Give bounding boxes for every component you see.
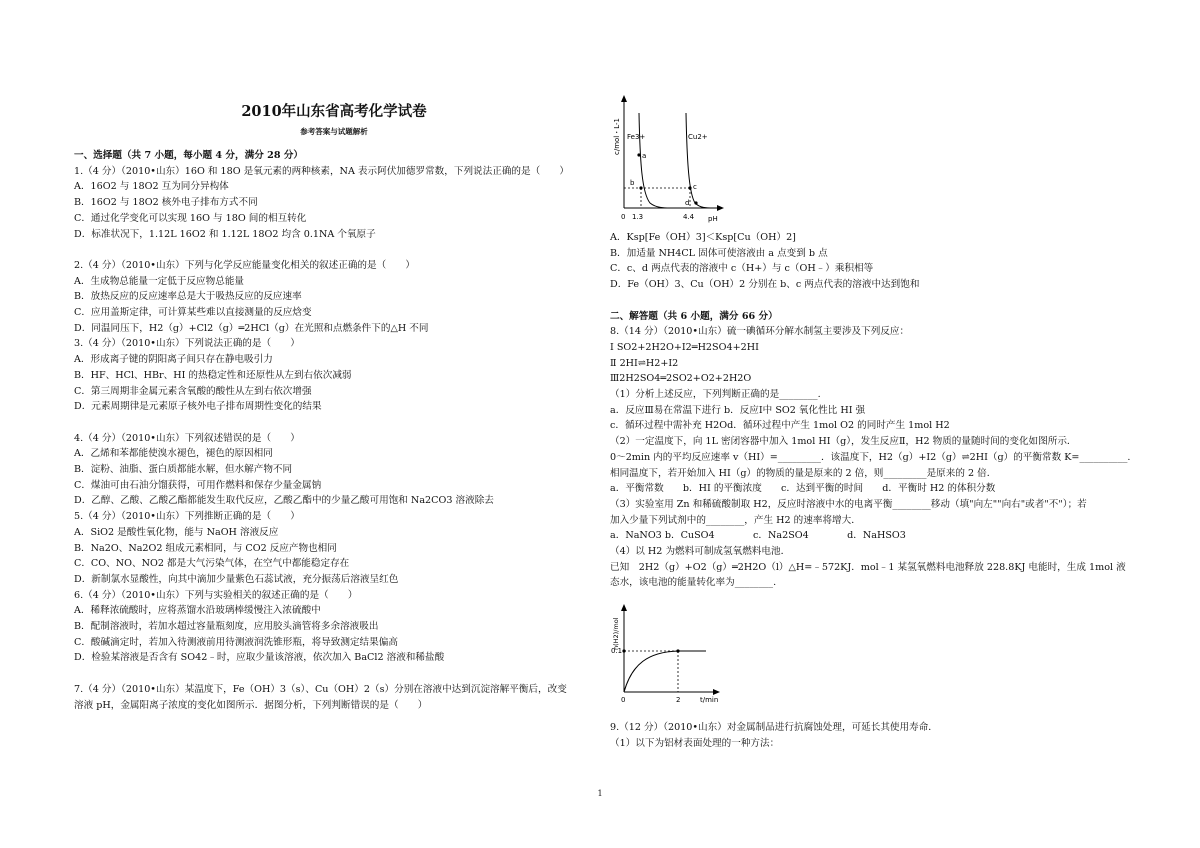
page-number: 1 <box>597 789 603 798</box>
question-line: 2.（4 分）（2010•山东）下列与化学反应能量变化相关的叙述正确的是（ ） <box>74 259 415 271</box>
question-line: Ⅰ SO2+2H2O+I2═H2SO4+2HI <box>610 341 759 353</box>
question-line: A．SiO2 是酸性氧化物，能与 NaOH 溶液反应 <box>74 526 279 538</box>
question-line: 9.（12 分）（2010•山东）对金属制品进行抗腐蚀处理，可延长其使用寿命． <box>610 722 938 733</box>
figure2-y-tick: 0.1 <box>611 647 623 655</box>
question-line: C．第三周期非金属元素含氧酸的酸性从左到右依次增强 <box>74 385 312 397</box>
question-line: 4.（4 分）（2010•山东）下列叙述错误的是（ ） <box>74 432 300 444</box>
figure-h2-time <box>610 602 730 706</box>
question-line: D．检验某溶液是否含有 SO42﹣时，应取少量该溶液，依次加入 BaCl2 溶液和稀盐酸 <box>74 652 445 664</box>
question-line: 6.（4 分）（2010•山东）下列与实验相关的叙述正确的是（ ） <box>74 589 358 601</box>
question-line: Ⅱ 2HI⇌H2+I2 <box>610 357 679 369</box>
question-line: B．放热反应的反应速率总是大于吸热反应的反应速率 <box>74 291 302 303</box>
figure2-x-tick-0: 0 <box>621 696 626 704</box>
figure1-xlabel: pH <box>708 215 718 223</box>
question-line: A．形成离子键的阴阳离子间只存在静电吸引力 <box>74 354 273 366</box>
question-line: B．16O2 与 18O2 核外电子排布方式不同 <box>74 197 258 209</box>
question-line: C．CO、NO、NO2 都是大气污染气体，在空气中都能稳定存在 <box>74 558 350 570</box>
question-line: （2）一定温度下，向 1L 密闭容器中加入 1mol HI（g），发生反应Ⅱ，H2 物质的量随时间的变化如图所示． <box>610 436 1077 448</box>
question-line: D．同温同压下，H2（g）+Cl2（g）═2HCl（g）在光照和点燃条件下的△H 不同 <box>74 322 429 334</box>
page-title: 2010年山东省高考化学试卷 <box>241 103 427 120</box>
question-line: a．反应Ⅲ易在常温下进行 b．反应Ⅰ中 SO2 氧化性比 HI 强 <box>610 404 866 416</box>
question-line: C．煤油可由石油分馏获得，可用作燃料和保存少量金属钠 <box>74 479 322 491</box>
question-line: （1）以下为铝材表面处理的一种方法： <box>610 737 780 749</box>
figure1-ylabel: c/mol・L-1 <box>613 117 621 155</box>
section-heading: 一、选择题（共 7 小题，每小题 4 分，满分 28 分） <box>74 150 304 161</box>
figure1-x-tick-1: 1.3 <box>632 213 644 221</box>
figure1-fe-curve <box>639 113 670 208</box>
question-line: B．加适量 NH4CL 固体可使溶液由 a 点变到 b 点 <box>610 247 828 259</box>
question-line: 3.（4 分）（2010•山东）下列说法正确的是（ ） <box>74 338 300 350</box>
question-line: a．NaNO3 b．CuSO4 c．Na2SO4 d．NaHSO3 <box>610 530 906 542</box>
figure2-ylabel: n(H2)/mol <box>612 617 620 650</box>
figure1-point-b: b <box>630 179 635 187</box>
figure1-point-c: c <box>693 183 697 191</box>
question-line: C．c、d 两点代表的溶液中 c（H+）与 c（OH﹣）乘积相等 <box>610 263 874 275</box>
figure2-curve <box>624 651 706 692</box>
question-line: （4）以 H2 为燃料可制成氢氧燃料电池． <box>610 546 791 557</box>
question-line: A．稀释浓硫酸时，应将蒸馏水沿玻璃棒缓慢注入浓硫酸中 <box>74 605 321 617</box>
question-line: 1.（4 分）（2010•山东）16O 和 18O 是氧元素的两种核素，NA 表示阿伏加德罗常数，下列说法正确的是（ ） <box>74 165 569 177</box>
question-line: C．通过化学变化可以实现 16O 与 18O 间的相互转化 <box>74 212 307 224</box>
figure1-point-a: a <box>642 152 647 160</box>
section-heading: 二、解答题（共 6 小题，满分 66 分） <box>610 310 778 322</box>
question-line: （3）实验室用 Zn 和稀硫酸制取 H2，反应时溶液中水的电离平衡________移动（填"向左""向右"或者"不"）；若 <box>610 498 1087 510</box>
question-line: D．乙醇、乙酸、乙酸乙酯都能发生取代反应，乙酸乙酯中的少量乙酸可用饱和 Na2CO3 溶液除去 <box>74 495 494 507</box>
question-line: 5.（4 分）（2010•山东）下列推断正确的是（ ） <box>74 511 300 523</box>
question-line: 相同温度下，若开始加入 HI（g）的物质的量是原来的 2 倍，则_________是原来的 2 倍． <box>610 467 997 479</box>
question-line: 溶液 pH，金属阳离子浓度的变化如图所示．据图分析，下列判断错误的是（ ） <box>74 699 428 711</box>
figure1-cu-label: Cu2+ <box>688 133 708 141</box>
question-line: D．元素周期律是元素原子核外电子排布周期性变化的结果 <box>74 401 322 413</box>
question-line: D．Fe（OH）3、Cu（OH）2 分别在 b、c 两点代表的溶液中达到饱和 <box>610 279 920 291</box>
figure1-point-d: d <box>685 199 690 207</box>
page-subtitle: 参考答案与试题解析 <box>300 127 368 136</box>
figure1-x-tick-0: 0 <box>621 213 626 221</box>
question-line: A．Ksp[Fe（OH）3]＜Ksp[Cu（OH）2] <box>610 232 796 243</box>
question-line: B．HF、HCl、HBr、HI 的热稳定性和还原性从左到右依次减弱 <box>74 369 352 381</box>
question-line: 0～2min 内的平均反应速率 v（HI）=_________．该温度下，H2（g）+I2（g）⇌2HI（g）的平衡常数 K=__________. <box>610 451 1131 463</box>
question-line: D．标准状况下，1.12L 16O2 和 1.12L 18O2 均含 0.1NA 个氧原子 <box>74 228 376 240</box>
figure2-xlabel: t/min <box>700 696 719 704</box>
question-line: B．配制溶液时，若加水超过容量瓶刻度，应用胶头滴管将多余溶液吸出 <box>74 621 379 632</box>
question-line: 8.（14 分）（2010•山东）硫一碘循环分解水制氢主要涉及下列反应： <box>610 326 910 338</box>
figure-concentration-ph <box>610 93 730 233</box>
question-line: C．应用盖斯定律，可计算某些难以直接测量的反应焓变 <box>74 307 312 318</box>
question-line: c．循环过程中需补充 H2Od．循环过程中产生 1mol O2 的同时产生 1mol H2 <box>610 420 950 432</box>
question-line: 加入少量下列试剂中的________，产生 H2 的速率将增大． <box>610 514 861 526</box>
question-line: D．新制氯水显酸性，向其中滴加少量紫色石蕊试液，充分振荡后溶液呈红色 <box>74 573 399 585</box>
question-line: C．酸碱滴定时，若加入待测液前用待测液润洗锥形瓶，将导致测定结果偏高 <box>74 636 398 648</box>
figure1-x-tick-2: 4.4 <box>683 213 695 221</box>
question-line: B．淀粉、油脂、蛋白质都能水解，但水解产物不同 <box>74 464 293 475</box>
question-line: A．乙烯和苯都能使溴水褪色，褪色的原因相同 <box>74 448 273 460</box>
question-line: 已知 2H2（g）+O2（g）═2H2O（l）△H=﹣572KJ．mol﹣1 某氢氧燃料电池释放 228.8KJ 电能时，生成 1mol 液 <box>610 561 1126 573</box>
figure1-fe-label: Fe3+ <box>627 133 646 141</box>
question-line: 7.（4 分）（2010•山东）某温度下，Fe（OH）3（s）、Cu（OH）2（s）分别在溶液中达到沉淀溶解平衡后，改变 <box>74 683 567 695</box>
question-line: B．Na2O、Na2O2 组成元素相同，与 CO2 反应产物也相同 <box>74 542 337 554</box>
figure2-x-tick-1: 2 <box>676 696 681 704</box>
question-line: A．16O2 与 18O2 互为同分异构体 <box>74 181 229 193</box>
question-line: a．平衡常数 b．HI 的平衡浓度 c．达到平衡的时间 d．平衡时 H2 的体积分数 <box>610 483 996 495</box>
question-line: （1）分析上述反应，下列判断正确的是________. <box>610 389 821 400</box>
question-line: A．生成物总能量一定低于反应物总能量 <box>74 275 245 287</box>
question-line: 态水，该电池的能量转化率为________. <box>610 577 777 589</box>
question-line: Ⅲ2H2SO4═2SO2+O2+2H2O <box>610 373 752 385</box>
